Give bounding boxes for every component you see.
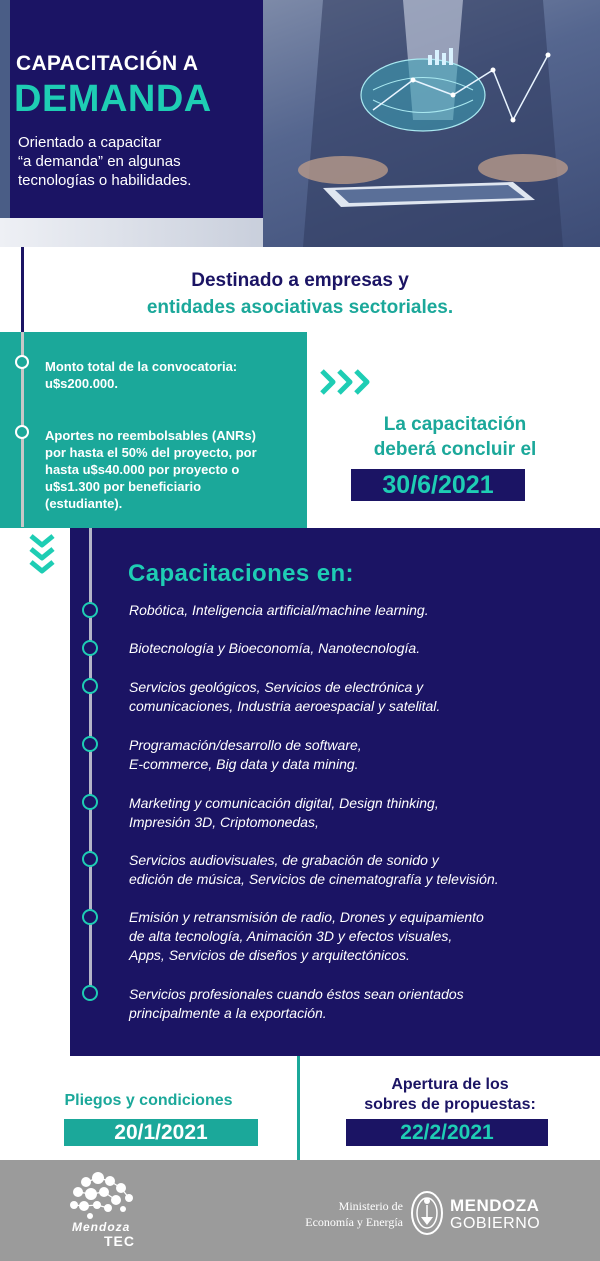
- conclusion-line2: deberá concluir el: [373, 439, 537, 460]
- pliegos-date: 20/1/2021: [64, 1119, 258, 1146]
- chevrons-right-icon: [320, 368, 374, 396]
- funding-total: Monto total de la convocatoria: u$s200.000.: [45, 359, 238, 391]
- page-title-line2: DEMANDA: [14, 78, 212, 120]
- conclusion-line1: La capacitación: [383, 414, 527, 435]
- page-title-line1: CAPACITACIÓN A: [16, 52, 199, 75]
- list-item: Servicios audiovisuales, de grabación de sonido y edición de música, Servicios de cinematografía y televisión.: [129, 852, 499, 887]
- list-bullet: [82, 678, 98, 694]
- ministerio-line2: Economía y Energía: [305, 1215, 403, 1229]
- funding-anrs: Aportes no reembolsables (ANRs) por hasta el 50% del proyecto, por hasta u$s40.000 por proyecto o u$s1.300 por beneficiario (estudiante).: [45, 428, 257, 511]
- list-item: Emisión y retransmisión de radio, Drones y equipamiento de alta tecnología, Animación 3D y efectos visuales, Apps, Servicios de diseños y arquitectónicos.: [129, 909, 484, 963]
- mendoza-tec-word1: Mendoza: [72, 1220, 131, 1234]
- apertura-date: 22/2/2021: [346, 1119, 548, 1146]
- list-bullet: [82, 736, 98, 752]
- mendoza-tec-word2: TEC: [104, 1233, 135, 1249]
- list-item: Servicios profesionales cuando éstos sean orientados principalmente a la exportación.: [129, 986, 464, 1021]
- hero-photo: [263, 0, 600, 247]
- list-item: Biotecnología y Bioeconomía, Nanotecnología.: [129, 640, 421, 656]
- hero-illustration: [263, 0, 600, 247]
- list-bullet: [82, 794, 98, 810]
- list-item: Marketing y comunicación digital, Design thinking, Impresión 3D, Criptomonedas,: [129, 795, 439, 830]
- list-bullet: [82, 851, 98, 867]
- capacitaciones-title: Capacitaciones en:: [128, 560, 354, 587]
- chevrons-down-icon: [28, 533, 56, 575]
- mendoza-gobierno-line1: MENDOZA: [450, 1196, 540, 1215]
- list-bullet: [82, 909, 98, 925]
- header: [0, 0, 600, 247]
- target-line1: Destinado a empresas y: [191, 270, 409, 291]
- timeline-dot: [15, 355, 29, 369]
- page-subtitle: Orientado a capacitar “a demanda” en algunas tecnologías o habilidades.: [18, 134, 192, 189]
- capacitaciones-timeline: [89, 528, 92, 998]
- conclusion-date: 30/6/2021: [351, 469, 525, 501]
- capacitaciones-margin: [0, 528, 70, 1056]
- target-line2: entidades asociativas sectoriales.: [146, 297, 454, 318]
- timeline-dot: [15, 425, 29, 439]
- list-item: Programación/desarrollo de software, E-commerce, Big data y data mining.: [129, 737, 362, 772]
- list-bullet: [82, 602, 98, 618]
- header-strip: [0, 218, 263, 247]
- mendoza-gobierno-line2: GOBIERNO: [450, 1215, 541, 1232]
- list-bullet: [82, 985, 98, 1001]
- ministerio-line1: Ministerio de: [338, 1199, 403, 1213]
- list-item: Servicios geológicos, Servicios de electrónica y comunicaciones, Industria aeroespacial y satelital.: [129, 679, 441, 714]
- mendoza-seal-icon: [410, 1189, 444, 1237]
- apertura-label: Apertura de los sobres de propuestas:: [364, 1076, 536, 1113]
- list-item: Robótica, Inteligencia artificial/machine learning.: [129, 602, 429, 618]
- list-bullet: [82, 640, 98, 656]
- mendoza-tec-logo-icon: [66, 1172, 138, 1222]
- pliegos-label: Pliegos y condiciones: [64, 1092, 233, 1109]
